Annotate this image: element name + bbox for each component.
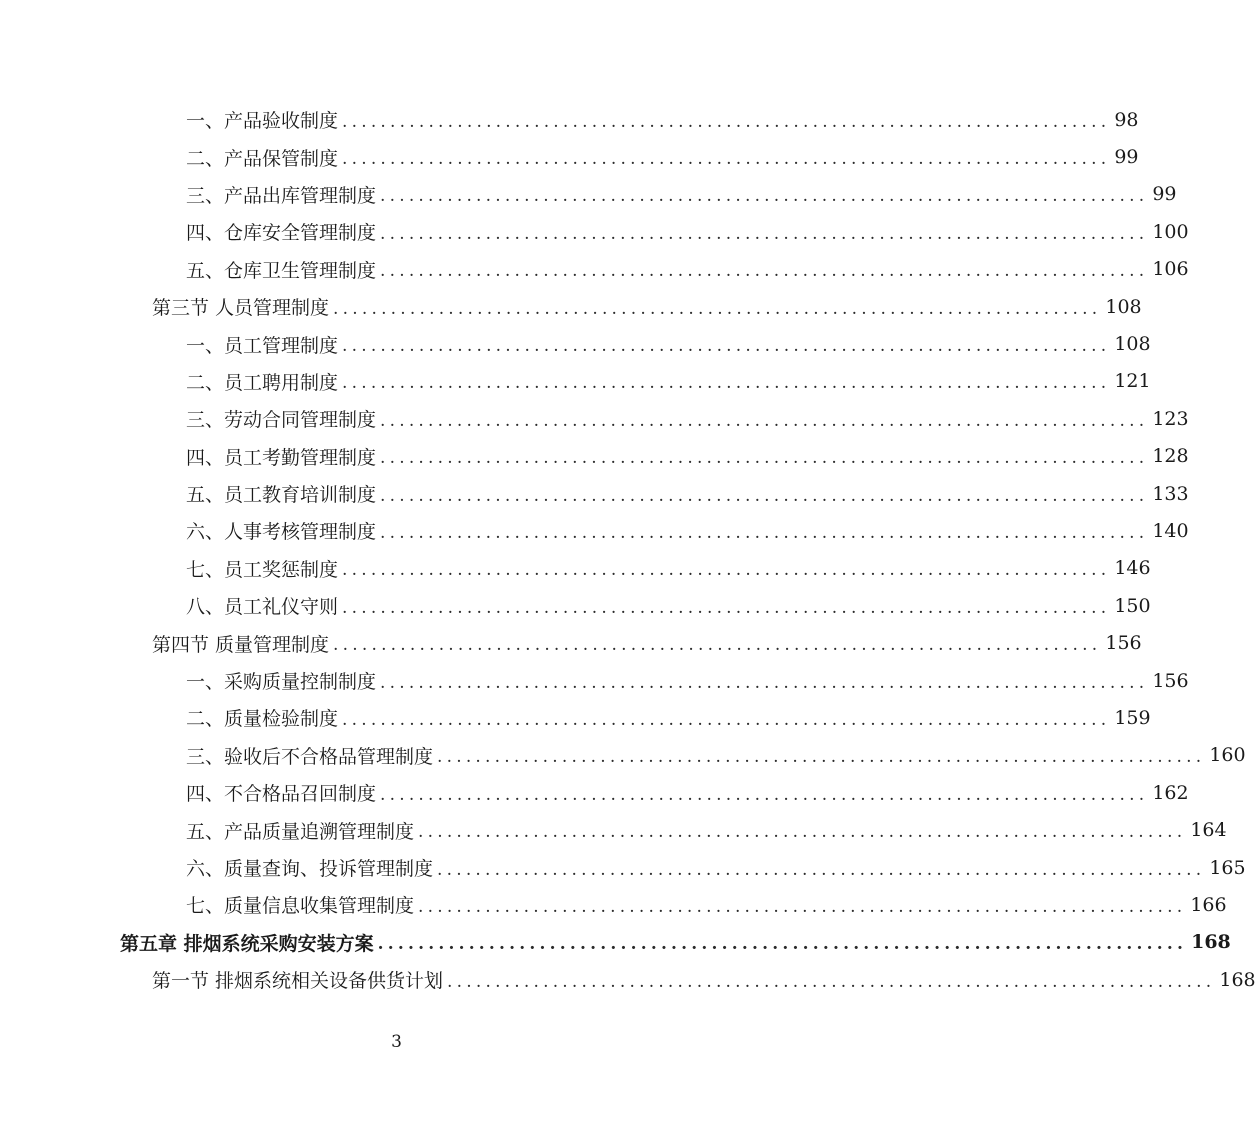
toc-entry-title: 五、仓库卫生管理制度: [186, 259, 377, 282]
toc-entry-page: 106: [1152, 258, 1189, 281]
toc-dot-leader: ................................................................................: [333, 298, 1102, 319]
toc-entry-title: 三、验收后不合格品管理制度: [186, 745, 434, 768]
toc-entry-item[interactable]: [0, 438, 1189, 475]
toc-entry-page: 133: [1152, 482, 1189, 505]
toc-entry-title: 二、质量检验制度: [186, 708, 339, 731]
toc-dot-leader: ................................................................................: [342, 709, 1111, 730]
toc-dot-leader: ................................................................................: [380, 522, 1149, 543]
toc-dot-leader: ................................................................................: [342, 336, 1111, 357]
toc-dot-leader: ................................................................................: [380, 485, 1149, 506]
toc-entry-page: 140: [1152, 519, 1189, 542]
toc-dot-leader: ................................................................................: [342, 149, 1111, 170]
toc-entry-title: 五、员工教育培训制度: [186, 484, 377, 507]
toc-entry-page: 150: [1114, 594, 1151, 617]
toc-entry-title: 七、质量信息收集管理制度: [186, 895, 415, 918]
toc-entry-page: 168: [1219, 968, 1256, 991]
toc-entry-page: 108: [1105, 295, 1142, 318]
toc-entry-title: 六、人事考核管理制度: [186, 521, 377, 544]
toc-entry-page: 121: [1114, 370, 1151, 393]
toc-entry-section[interactable]: [0, 288, 1142, 325]
toc-entry-title: 八、员工礼仪守则: [186, 596, 339, 619]
toc-dot-leader: ................................................................................: [342, 560, 1111, 581]
toc-entry-title: 二、产品保管制度: [186, 147, 339, 170]
toc-entry-item[interactable]: [0, 662, 1189, 699]
toc-entry-item[interactable]: [0, 400, 1189, 437]
toc-entry-item[interactable]: [0, 774, 1189, 811]
toc-entry-item[interactable]: [0, 550, 1151, 587]
toc-dot-leader: ................................................................................: [380, 672, 1149, 693]
table-of-contents: [0, 101, 1256, 998]
toc-entry-title: 二、员工聘用制度: [186, 371, 339, 394]
toc-dot-leader: ................................................................................: [380, 410, 1149, 431]
toc-entry-title: 第一节 排烟系统相关设备供货计划: [152, 970, 444, 993]
toc-dot-leader: ................................................................................: [342, 373, 1111, 394]
toc-entry-chapter[interactable]: [0, 924, 1231, 961]
toc-entry-title: 三、劳动合同管理制度: [186, 409, 377, 432]
toc-dot-leader: ................................................................................: [418, 822, 1187, 843]
toc-entry-title: 四、仓库安全管理制度: [186, 222, 377, 245]
toc-entry-item[interactable]: [0, 587, 1151, 624]
toc-dot-leader: ................................................................................: [380, 448, 1149, 469]
toc-entry-title: 第五章 排烟系统采购安装方案: [120, 932, 374, 955]
toc-entry-page: 100: [1152, 220, 1189, 243]
toc-entry-page: 98: [1114, 108, 1139, 131]
toc-entry-item[interactable]: [0, 363, 1151, 400]
toc-entry-title: 七、员工奖惩制度: [186, 558, 339, 581]
toc-entry-page: 165: [1209, 856, 1246, 879]
toc-dot-leader: ................................................................................: [380, 186, 1149, 207]
toc-entry-page: 123: [1152, 407, 1189, 430]
toc-entry-item[interactable]: [0, 101, 1139, 138]
toc-entry-item[interactable]: [0, 325, 1151, 362]
toc-entry-page: 160: [1209, 744, 1246, 767]
toc-entry-page: 146: [1114, 557, 1151, 580]
toc-dot-leader: ................................................................................: [418, 896, 1187, 917]
toc-entry-item[interactable]: [0, 512, 1189, 549]
toc-entry-title: 三、产品出库管理制度: [186, 184, 377, 207]
toc-entry-title: 四、员工考勤管理制度: [186, 446, 377, 469]
toc-entry-section[interactable]: [0, 961, 1256, 998]
toc-entry-title: 六、质量查询、投诉管理制度: [186, 858, 434, 880]
toc-entry-page: 162: [1152, 781, 1189, 804]
toc-entry-item[interactable]: [0, 849, 1246, 886]
toc-entry-title: 四、不合格品召回制度: [186, 783, 377, 806]
toc-entry-title: 第四节 质量管理制度: [152, 633, 330, 656]
toc-entry-title: 一、产品验收制度: [186, 110, 339, 133]
toc-dot-leader: ................................................................................: [342, 597, 1111, 618]
toc-dot-leader: ................................................................................: [380, 223, 1149, 244]
toc-entry-item[interactable]: [0, 811, 1227, 848]
toc-entry-page: 164: [1190, 819, 1227, 842]
toc-entry-title: 第三节 人员管理制度: [152, 297, 330, 320]
toc-dot-leader: ................................................................................: [377, 934, 1188, 955]
toc-entry-page: 156: [1152, 669, 1189, 692]
toc-dot-leader: ................................................................................: [437, 859, 1206, 880]
toc-entry-page: 128: [1152, 445, 1189, 468]
toc-entry-item[interactable]: [0, 737, 1246, 774]
toc-entry-item[interactable]: [0, 138, 1139, 175]
toc-entry-item[interactable]: [0, 886, 1227, 923]
toc-dot-leader: ................................................................................: [333, 635, 1102, 656]
page-number: 3: [391, 1032, 402, 1052]
toc-entry-title: 一、采购质量控制制度: [186, 671, 377, 694]
toc-entry-page: 99: [1152, 183, 1177, 206]
toc-dot-leader: ................................................................................: [380, 261, 1149, 282]
toc-entry-title: 一、员工管理制度: [186, 334, 339, 357]
toc-entry-section[interactable]: [0, 624, 1142, 661]
toc-entry-page: 159: [1114, 706, 1151, 729]
toc-entry-page: 166: [1190, 893, 1227, 916]
toc-entry-item[interactable]: [0, 213, 1189, 250]
toc-entry-title: 五、产品质量追溯管理制度: [186, 820, 415, 843]
toc-dot-leader: ................................................................................: [380, 784, 1149, 805]
toc-entry-page: 168: [1191, 931, 1231, 954]
toc-entry-page: 156: [1105, 632, 1142, 655]
toc-entry-item[interactable]: [0, 475, 1189, 512]
toc-entry-item[interactable]: [0, 251, 1189, 288]
toc-entry-page: 108: [1114, 333, 1151, 356]
toc-dot-leader: ................................................................................: [437, 747, 1206, 768]
toc-dot-leader: ................................................................................: [342, 111, 1111, 132]
toc-dot-leader: ................................................................................: [447, 971, 1216, 992]
toc-entry-item[interactable]: [0, 176, 1177, 213]
toc-entry-page: 99: [1114, 146, 1139, 169]
toc-entry-item[interactable]: [0, 699, 1151, 736]
